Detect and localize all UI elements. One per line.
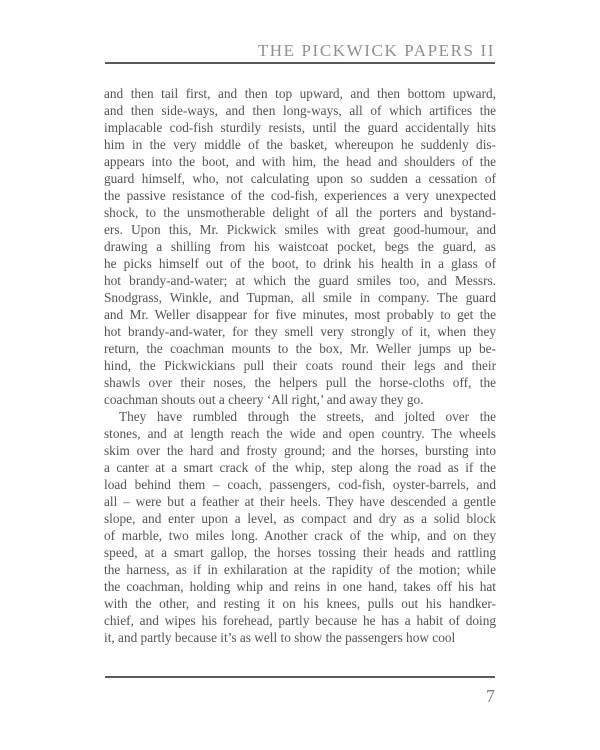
- text-line: of marble, two miles long. Another crack of the whip, and on they: [104, 528, 496, 543]
- text-line: Snodgrass, Winkle, and Tupman, all smile in company. The guard: [104, 290, 496, 305]
- text-line: drawing a shilling from his waistcoat pocket, begs the guard, as: [104, 239, 496, 254]
- text-line: return, the coachman mounts to the box, Mr. Weller jumps up be-: [104, 341, 496, 356]
- text-line: with the other, and resting it on his knees, pulls out his handker-: [104, 596, 496, 611]
- text-line: all – were but a feather at their heels. They have descended a gentle: [104, 494, 496, 509]
- footer-rule: [105, 676, 495, 678]
- text-line: and then tail first, and then top upward, and then bottom upward,: [104, 86, 496, 101]
- running-header-title: THE PICKWICK PAPERS II: [257, 41, 495, 60]
- text-line: shock, to the unsmotherable delight of all the porters and bystand-: [104, 205, 496, 220]
- text-line: and Mr. Weller disappear for five minutes, most probably to get the: [104, 307, 496, 322]
- text-line: slope, and enter upon a level, as compact and dry as a solid block: [104, 511, 496, 526]
- text-line: hind, the Pickwickians pull their coats round their legs and their: [104, 358, 496, 373]
- text-line: the harness, as if in exhilaration at the rapidity of the motion; while: [104, 562, 496, 577]
- text-line: he picks himself out of the boot, to drink his health in a glass of: [104, 256, 496, 271]
- text-line: him in the very middle of the basket, whereupon he suddenly dis-: [104, 137, 496, 152]
- text-line: ers. Upon this, Mr. Pickwick smiles with great good-humour, and: [104, 222, 496, 237]
- text-line: chief, and wipes his forehead, partly because he has a habit of doing: [104, 613, 496, 628]
- text-line: speed, at a smart gallop, the horses tossing their heads and rattling: [104, 545, 496, 560]
- text-line: coachman shouts out a cheery ‘All right,’ and away they go.: [104, 392, 424, 407]
- text-line: load behind them – coach, passengers, cod-fish, oyster-barrels, and: [104, 477, 496, 492]
- text-line: hot brandy-and-water; at which the guard smiles too, and Messrs.: [104, 273, 496, 288]
- page-number: 7: [486, 686, 495, 706]
- text-line: and then side-ways, and then long-ways, all of which artifices the: [104, 103, 496, 118]
- text-line: it, and partly because it’s as well to show the passengers how cool: [104, 630, 456, 645]
- text-line: appears into the boot, and with him, the head and shoulders of the: [104, 154, 496, 169]
- header-rule: [105, 62, 495, 64]
- text-line: the passive resistance of the cod-fish, experiences a very unexpected: [104, 188, 496, 203]
- text-line: They have rumbled through the streets, and jolted over the: [119, 409, 496, 424]
- text-line: a canter at a smart crack of the whip, step along the road as if the: [104, 460, 496, 475]
- text-line: shawls over their noses, the helpers pull the horse-cloths off, the: [104, 375, 496, 390]
- text-line: skim over the hard and frosty ground; and the horses, bursting into: [104, 443, 496, 458]
- text-line: guard himself, who, not calculating upon so sudden a cessation of: [104, 171, 496, 186]
- text-line: hot brandy-and-water, for they smell very strongly of it, when they: [104, 324, 496, 339]
- text-line: implacable cod-fish sturdily resists, until the guard accidentally hits: [104, 120, 496, 135]
- text-line: the coachman, holding whip and reins in one hand, takes off his hat: [104, 579, 496, 594]
- text-line: stones, and at length reach the wide and open country. The wheels: [104, 426, 496, 441]
- body-text: [104, 85, 496, 646]
